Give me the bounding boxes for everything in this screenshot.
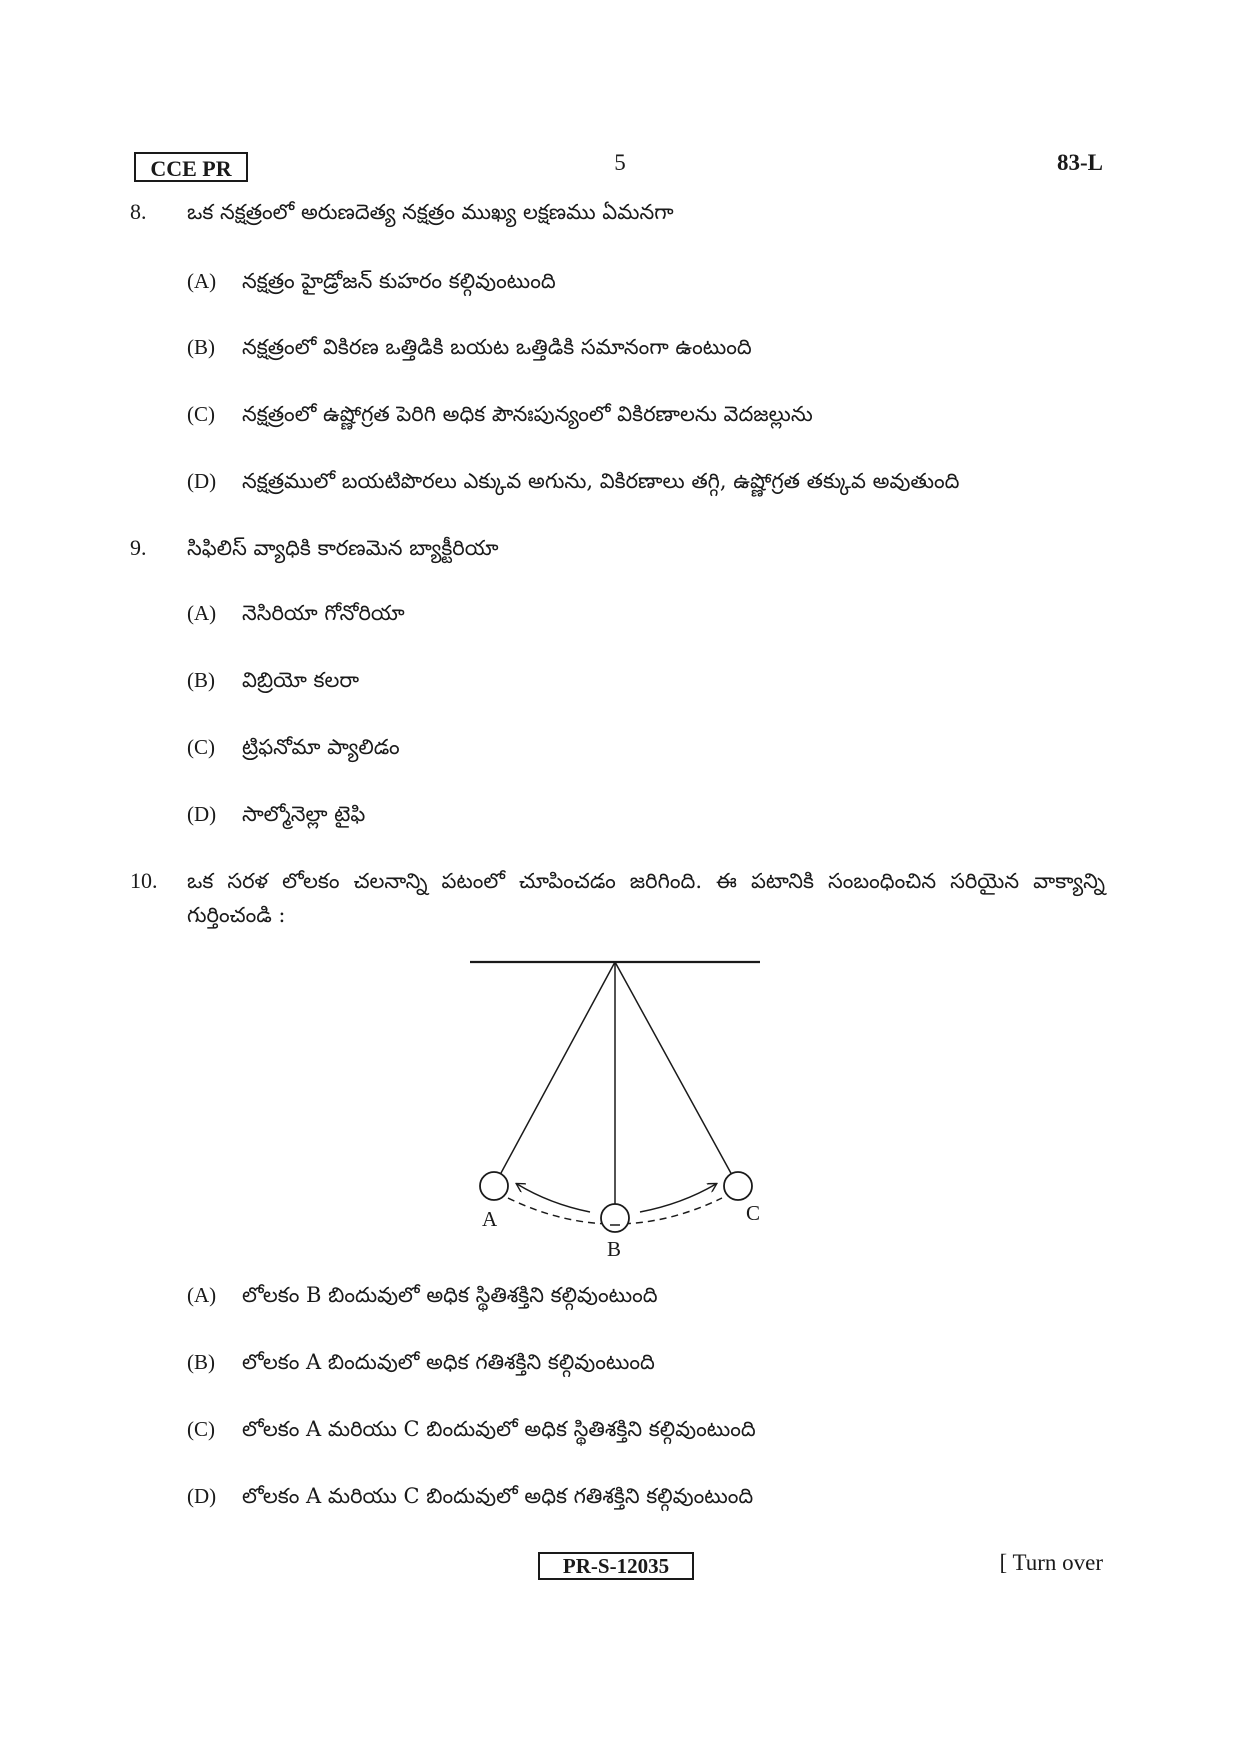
question-9-option-d xyxy=(187,797,1107,831)
option-label: (A) xyxy=(187,269,217,293)
bob-b xyxy=(601,1204,629,1232)
bob-a xyxy=(480,1172,508,1200)
arrow-to-c xyxy=(640,1184,716,1212)
question-10-option-c xyxy=(187,1412,1107,1446)
pendulum-string-a xyxy=(494,962,615,1186)
question-10 xyxy=(130,864,1105,932)
option-label: (B) xyxy=(187,668,215,692)
question-8-option-d xyxy=(187,464,1107,498)
option-text: ట్రిఫనోమా ప్యాలిడం xyxy=(242,735,400,759)
option-text: సాల్మోనెల్లా టైఫి xyxy=(242,802,366,826)
question-9-option-c xyxy=(187,730,1107,764)
question-8-option-c xyxy=(187,397,1107,431)
question-number: 9. xyxy=(130,535,147,560)
option-label: (A) xyxy=(187,1283,217,1307)
question-number: 10. xyxy=(130,868,158,893)
turn-over-text: [ Turn over xyxy=(999,1550,1103,1575)
option-text: లోలకం A మరియు C బిందువులో అధిక గతిశక్తిని కల్గివుంటుంది xyxy=(242,1484,754,1508)
option-text: లోలకం B బిందువులో అధిక స్థితిశక్తిని కల్గివుంటుంది xyxy=(242,1283,658,1307)
page-number: 5 xyxy=(614,150,626,175)
question-8-option-b xyxy=(187,330,1107,364)
question-stem: ఒక నక్షత్రంలో అరుణదెత్య నక్షత్రం ముఖ్య లక్షణము ఏమనగా xyxy=(187,200,674,224)
question-10-option-d xyxy=(187,1479,1107,1513)
figure-label-b: B xyxy=(607,1237,622,1261)
option-text: నక్షత్రములో బయటిపొరలు ఎక్కువ అగును, వికిరణాలు తగ్గి, ఉష్ణోగ్రత తక్కువ అవుతుంది xyxy=(242,469,960,493)
figure-label-c: C xyxy=(746,1201,761,1225)
question-stem: ఒక సరళ లోలకం చలనాన్ని పటంలో చూపించడం జరిగింది. ఈ పటానికి సంబంధించిన సరియైన వాక్యాన్ని గుర్తించండి : xyxy=(187,869,1105,927)
arrow-to-a xyxy=(517,1184,590,1212)
option-text: విబ్రియో కలరా xyxy=(242,668,360,692)
option-label: (C) xyxy=(187,402,215,426)
option-label: (A) xyxy=(187,601,217,625)
pendulum-string-c xyxy=(615,962,738,1186)
question-9 xyxy=(130,531,1105,565)
option-label: (C) xyxy=(187,1417,215,1441)
header-left-box: CCE PR xyxy=(134,152,248,182)
option-label: (D) xyxy=(187,469,217,493)
question-stem: సిఫిలిస్ వ్యాధికి కారణమెన బ్యాక్టీరియా xyxy=(187,536,499,560)
option-text: లోలకం A మరియు C బిందువులో అధిక స్థితిశక్తిని కల్గివుంటుంది xyxy=(242,1417,756,1441)
option-label: (D) xyxy=(187,1484,217,1508)
option-text: నక్షత్రంలో ఉష్ణోగ్రత పెరిగి అధిక పౌనఃపున్యంలో వికిరణాలను వెదజల్లును xyxy=(242,402,813,426)
footer-code-box: PR-S-12035 xyxy=(538,1552,694,1580)
question-9-option-b xyxy=(187,663,1107,697)
bob-c xyxy=(724,1172,752,1200)
question-number: 8. xyxy=(130,199,147,224)
figure-label-a: A xyxy=(482,1207,498,1231)
question-10-option-b xyxy=(187,1345,1107,1379)
option-text: లోలకం A బిందువులో అధిక గతిశక్తిని కల్గివుంటుంది xyxy=(242,1350,655,1374)
option-label: (B) xyxy=(187,1350,215,1374)
question-10-option-a xyxy=(187,1278,1107,1312)
pendulum-figure xyxy=(460,950,780,1270)
option-text: నెసిరియా గోనోరియా xyxy=(242,601,405,625)
option-label: (B) xyxy=(187,335,215,359)
option-label: (D) xyxy=(187,802,217,826)
question-8 xyxy=(130,195,1105,229)
option-label: (C) xyxy=(187,735,215,759)
option-text: నక్షత్రంలో వికిరణ ఒత్తిడికి బయట ఒత్తిడికి సమానంగా ఉంటుంది xyxy=(242,335,752,359)
question-8-option-a xyxy=(187,264,1107,298)
option-text: నక్షత్రం హైడ్రోజన్ కుహరం కల్గివుంటుంది xyxy=(242,269,556,293)
header-code: 83-L xyxy=(1057,150,1103,175)
question-9-option-a xyxy=(187,596,1107,630)
